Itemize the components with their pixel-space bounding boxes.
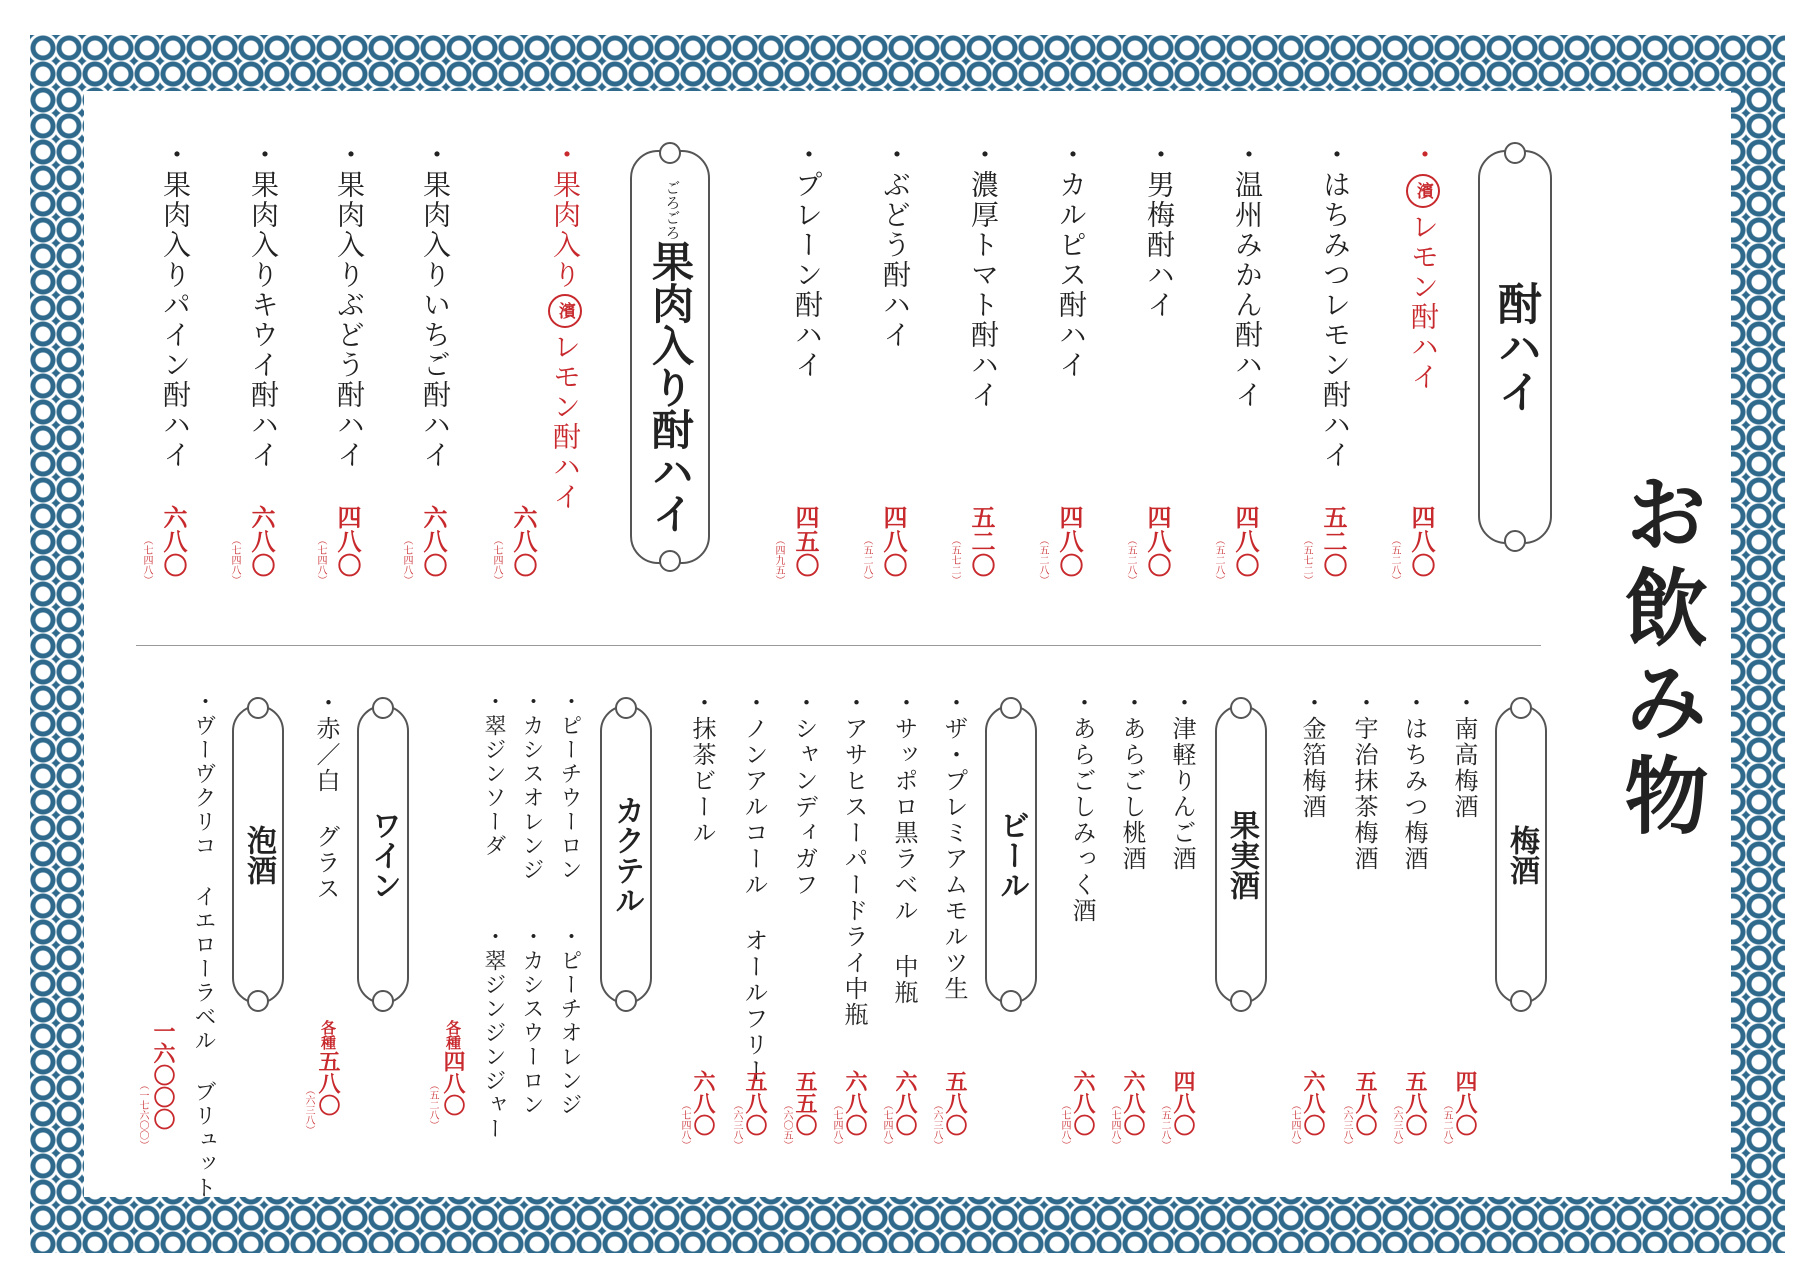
menu-item: ・翠ジンジンジャー [481,925,506,1141]
price: 五八〇 [1402,1070,1428,1136]
price: 六八〇 [509,505,538,577]
menu-item-fruit-lemon-chuhai: ・果肉入り濱レモン酎ハイ [549,140,582,512]
price: 六八〇 [892,1070,918,1136]
price: 四八〇 [1055,505,1084,577]
section-heading-fruit-chuhai: ごろごろ 果肉入り酎ハイ [630,150,710,564]
price: 四八〇 [1170,1070,1196,1136]
price: 四八〇 [1231,505,1260,577]
price: 五二〇 [967,505,996,577]
price-tax: （五二八） [1159,1100,1170,1150]
price-tax: （四九五） [773,535,784,585]
menu-item: ・カシスウーロン [519,925,544,1117]
price: 五八〇 [1352,1070,1378,1136]
menu-item: ・ピーチウーロン [557,690,582,882]
menu-item-lemon-chuhai: ・濱レモン酎ハイ [1407,140,1440,392]
section-heading-beer: ビール [985,705,1037,1004]
menu-item: ・アサヒスーパードライ中瓶 [840,690,868,1028]
page-title: お飲み物 [1611,470,1710,846]
price: 六八〇 [690,1070,716,1136]
menu-item: ・シャンディガフ [790,690,818,898]
price: 六八〇 [1120,1070,1146,1136]
price-label: 各種 [319,1020,337,1050]
price: 四八〇 [1452,1070,1478,1136]
price-tax: （五二八） [427,1080,438,1130]
price-tax: （六三八） [303,1085,314,1135]
price-tax: （五七二） [1301,535,1312,585]
menu-item: ・プレーン酎ハイ [791,140,824,380]
price: 各種四八〇 [440,1020,466,1116]
menu-item: ・ノンアルコール オールフリー [740,690,768,1084]
menu-item: ・サッポロ黒ラベル 中瓶 [890,690,918,1006]
heading-ruby: ごろごろ [663,180,682,240]
price: 各種五八〇 [315,1020,341,1116]
price: 四五〇 [791,505,820,577]
price-tax: （六三八） [1341,1100,1352,1150]
price-tax: （五二八） [1125,535,1136,585]
hama-badge-icon: 濱 [548,294,582,328]
price: 四八〇 [1407,505,1436,577]
price-tax: （七四八） [831,1100,842,1150]
price-tax: （六三八） [931,1100,942,1150]
menu-item: ・宇治抹茶梅酒 [1350,690,1378,872]
price: 四八〇 [333,505,362,577]
price-tax: （五二八） [1037,535,1048,585]
menu-item: ・果肉入りいちご酎ハイ [419,140,452,470]
menu-item: ・南高梅酒 [1450,690,1478,820]
hama-badge-icon: 濱 [1406,174,1440,208]
menu-item: ・津軽りんご酒 [1168,690,1196,872]
menu-item: ・果肉入りパイン酎ハイ [159,140,192,470]
price-tax: （五二八） [1213,535,1224,585]
menu-item: ・カシスオレンジ [519,690,544,882]
menu-item: ・男梅酎ハイ [1143,140,1176,320]
price: 四八〇 [879,505,908,577]
menu-item: ・赤／白 グラス [312,690,340,902]
price-tax: （七四八） [315,535,326,585]
price-label: 各種 [444,1020,462,1050]
price-tax: （五二八） [861,535,872,585]
price-tax: （一七六〇〇） [137,1080,148,1150]
price: 五八〇 [742,1070,768,1136]
menu-item: ・あらごしみっく酒 [1068,690,1096,924]
section-heading-wine: ワイン [357,705,409,1004]
price-tax: （七四八） [229,535,240,585]
price-tax: （六三八） [1391,1100,1402,1150]
price: 一六〇〇〇 [150,1020,176,1130]
price: 六八〇 [842,1070,868,1136]
price-tax: （七四八） [491,535,502,585]
section-heading-chuhai: 酎ハイ [1478,150,1552,544]
menu-item: ・抹茶ビール [688,690,716,846]
section-heading-cocktail: カクテル [600,705,652,1004]
price-tax: （七四八） [1109,1100,1120,1150]
price-tax: （七四八） [679,1100,690,1150]
menu-item: ・濃厚トマト酎ハイ [967,140,1000,410]
price: 六八〇 [1300,1070,1326,1136]
section-heading-kajitsushu: 果実酒 [1215,705,1267,1004]
menu-item: ・はちみつレモン酎ハイ [1319,140,1352,470]
price-tax: （六三八） [731,1100,742,1150]
price-tax: （五二八） [1441,1100,1452,1150]
menu-item: ・ヴーヴクリコ イエローラベル ブリュット [191,690,216,1200]
price-tax: （五七二） [949,535,960,585]
price: 六八〇 [419,505,448,577]
price-tax: （七四八） [401,535,412,585]
price-tax: （七四八） [1289,1100,1300,1150]
price-tax: （七四八） [881,1100,892,1150]
price-tax: （七四八） [1059,1100,1070,1150]
section-divider [136,645,1541,646]
menu-item: ・翠ジンソーダ [481,690,506,858]
price: 五五〇 [792,1070,818,1136]
price: 六八〇 [247,505,276,577]
price-tax: （五二八） [1389,535,1400,585]
price: 六八〇 [159,505,188,577]
price-tax: （七四八） [141,535,152,585]
price: 五二〇 [1319,505,1348,577]
price-tax: （六〇五） [781,1100,792,1150]
menu-item: ・果肉入りぶどう酎ハイ [333,140,366,470]
price: 五八〇 [942,1070,968,1136]
menu-item: ・ザ・プレミアムモルツ生 [940,690,968,1002]
menu-item: ・温州みかん酎ハイ [1231,140,1264,410]
menu-item: ・あらごし桃酒 [1118,690,1146,872]
menu-item: ・ピーチオレンジ [557,925,582,1117]
menu-item: ・はちみつ梅酒 [1400,690,1428,872]
price: 四八〇 [1143,505,1172,577]
menu-item: ・ぶどう酎ハイ [879,140,912,350]
section-heading-sparkling: 泡酒 [232,705,284,1004]
price: 六八〇 [1070,1070,1096,1136]
menu-item: ・金箔梅酒 [1298,690,1326,820]
menu-item: ・カルピス酎ハイ [1055,140,1088,380]
section-heading-umeshu: 梅酒 [1495,705,1547,1004]
menu-item: ・果肉入りキウイ酎ハイ [247,140,280,470]
